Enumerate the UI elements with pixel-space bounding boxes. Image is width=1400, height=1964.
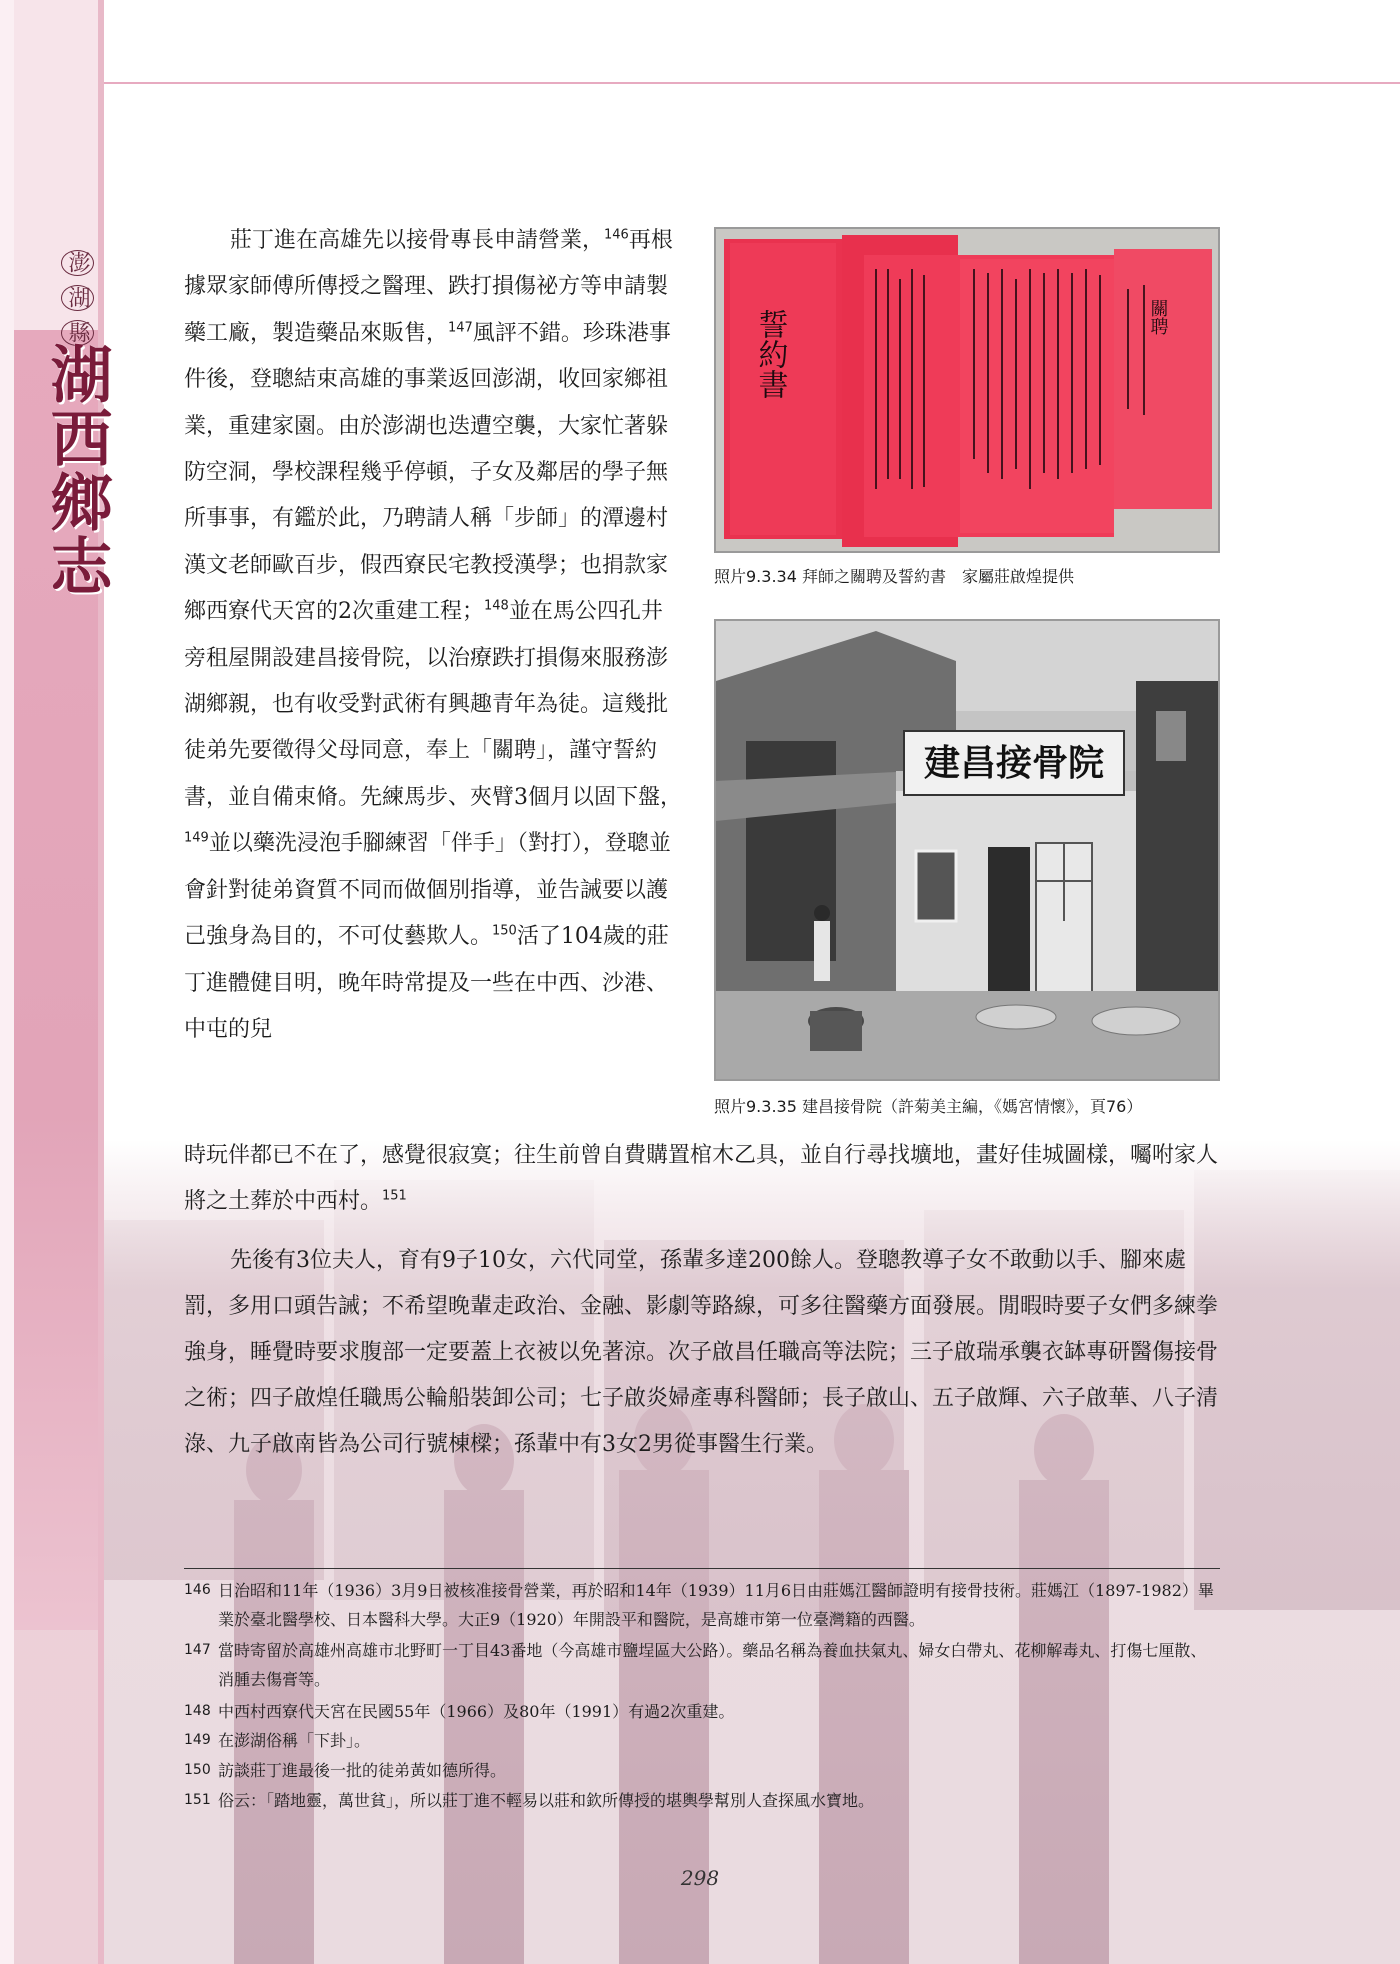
footnote-number: 148: [184, 1703, 211, 1719]
footnote-ref-147[interactable]: 147: [448, 320, 473, 336]
side-band-stripe: [0, 0, 14, 1964]
body-paragraph-1-continued: [184, 1133, 1220, 1226]
photo-pledge-document: [714, 227, 1220, 553]
footnote-rule: [184, 1568, 1220, 1569]
footnote-151: [184, 1786, 1220, 1815]
footnote-ref-148[interactable]: 148: [484, 598, 509, 614]
para1-seg: 再根據眾家師傅所傳授之醫理、跌打損傷祕方等申請製藥工廠，製造藥品來販售，: [184, 228, 673, 346]
para1-seg: 時玩伴都已不在了，感覺很寂寞；往生前曾自費購置棺木乙具，並自行尋找壙地，畫好佳城圖樣，囑咐家人將之土葬於中西村。: [184, 1143, 1219, 1215]
footnote-text: 日治昭和11年（1936）3月9日被核准接骨營業，再於昭和14年（1939）11月6日由莊媽江醫師證明有接骨技術。莊媽江（1897-1982）畢業於臺北醫學校、日本醫科大學。大正9（1920）年開設平和醫院，是高雄市第一位臺灣籍的西醫。: [218, 1581, 1214, 1629]
page-number: 298: [680, 1866, 720, 1890]
footnote-149: [184, 1726, 1220, 1755]
footnote-number: 150: [184, 1762, 211, 1778]
footnote-number: 149: [184, 1732, 211, 1748]
volume-title: 湖西鄉志: [40, 342, 113, 598]
footnote-148: [184, 1697, 1220, 1726]
footnote-text: 當時寄留於高雄州高雄市北野町一丁目43番地（今高雄市鹽埕區大公路）。藥品名稱為養血扶氣丸、婦女白帶丸、花柳解毒丸、打傷七厘散、消腫去傷膏等。: [218, 1641, 1207, 1689]
body-paragraph-1: [184, 218, 684, 1053]
photo-clinic-building: [714, 619, 1220, 1081]
para1-seg: 活了104歲的莊丁進體健目明，晚年時常提及一些在中西、沙港、中屯的兒: [184, 924, 669, 1042]
para1-seg: 莊丁進在高雄先以接骨專長申請營業，: [230, 228, 605, 253]
pledge-title-text: 誓約書: [752, 309, 788, 399]
header-rule: [104, 82, 1400, 84]
footnote-ref-151[interactable]: 151: [382, 1189, 407, 1205]
footnote-ref-146[interactable]: 146: [604, 227, 629, 243]
para1-seg: 並在馬公四孔井旁租屋開設建昌接骨院，以治療跌打損傷來服務澎湖鄉親，也有收受對武術有興趣青年為徒。這幾批徒弟先要徵得父母同意，奉上「關聘」，謹守誓約書，並自備束脩。先練馬步、夾臂3個月以固下盤，: [184, 599, 682, 810]
footnote-number: 146: [184, 1582, 211, 1598]
header-area: [104, 0, 1400, 82]
guanpin-label-text: 關聘: [1147, 299, 1169, 335]
county-char-2: 湖: [61, 285, 94, 311]
footnote-text: 在澎湖俗稱「下卦」。: [218, 1731, 371, 1750]
footnote-ref-149[interactable]: 149: [184, 830, 209, 846]
footnote-number: 147: [184, 1642, 211, 1658]
footnote-ref-150[interactable]: 150: [492, 923, 517, 939]
footnote-150: [184, 1756, 1220, 1785]
county-char-3: 縣: [61, 320, 94, 346]
photo-caption-2: 照片9.3.35 建昌接骨院（許菊美主編，《媽宮情懷》，頁76）: [714, 1097, 1143, 1116]
footnote-number: 151: [184, 1792, 211, 1808]
body-paragraph-2: 先後有3位夫人，育有9子10女，六代同堂，孫輩多達200餘人。登聰教導子女不敢動以手、腳來處罰，多用口頭告誡；不希望晚輩走政治、金融、影劇等路線，可多往醫藥方面發展。閒暇時要子女們多練拳強身，睡覺時要求腹部一定要蓋上衣被以免著涼。次子啟昌任職高等法院；三子啟瑞承襲衣缽專研醫傷接骨之術；四子啟煌任職馬公輪船裝卸公司；七子啟炎婦產專科醫師；長子啟山、五子啟輝、六子啟華、八子清淥、九子啟南皆為公司行號棟樑；孫輩中有3女2男從事醫生行業。: [184, 1248, 1219, 1457]
footnote-text: 訪談莊丁進最後一批的徒弟黃如德所得。: [218, 1761, 507, 1780]
clinic-sign-text: 建昌接骨院: [923, 742, 1105, 784]
photo-caption-1: 照片9.3.34 拜師之關聘及誓約書 家屬莊啟煌提供: [714, 567, 1074, 586]
para1-seg: 並以藥洗浸泡手腳練習「伴手」（對打），登聰並會針對徒弟資質不同而做個別指導，並告誡要以護己強身為目的，不可仗藝欺人。: [184, 831, 671, 950]
footnote-147: [184, 1636, 1220, 1694]
county-char-1: 澎: [61, 250, 94, 276]
county-name: [56, 250, 94, 346]
footnote-text: 俗云：「踏地靈，萬世貧」，所以莊丁進不輕易以莊和欽所傳授的堪輿學幫別人查探風水寶地。: [218, 1791, 875, 1810]
footnote-146: [184, 1576, 1220, 1634]
para1-seg: 風評不錯。珍珠港事件後，登聰結束高雄的事業返回澎湖，收回家鄉祖業，重建家園。由於澎湖也迭遭空襲，大家忙著躲防空洞，學校課程幾乎停頓，子女及鄰居的學子無所事事，有鑑於此，乃聘請人稱「步師」的潭邊村漢文老師歐百步，假西寮民宅教授漢學；也捐款家鄉西寮代天宮的2次重建工程；: [184, 320, 671, 625]
footnote-text: 中西村西寮代天宮在民國55年（1966）及80年（1991）有過2次重建。: [218, 1702, 735, 1721]
